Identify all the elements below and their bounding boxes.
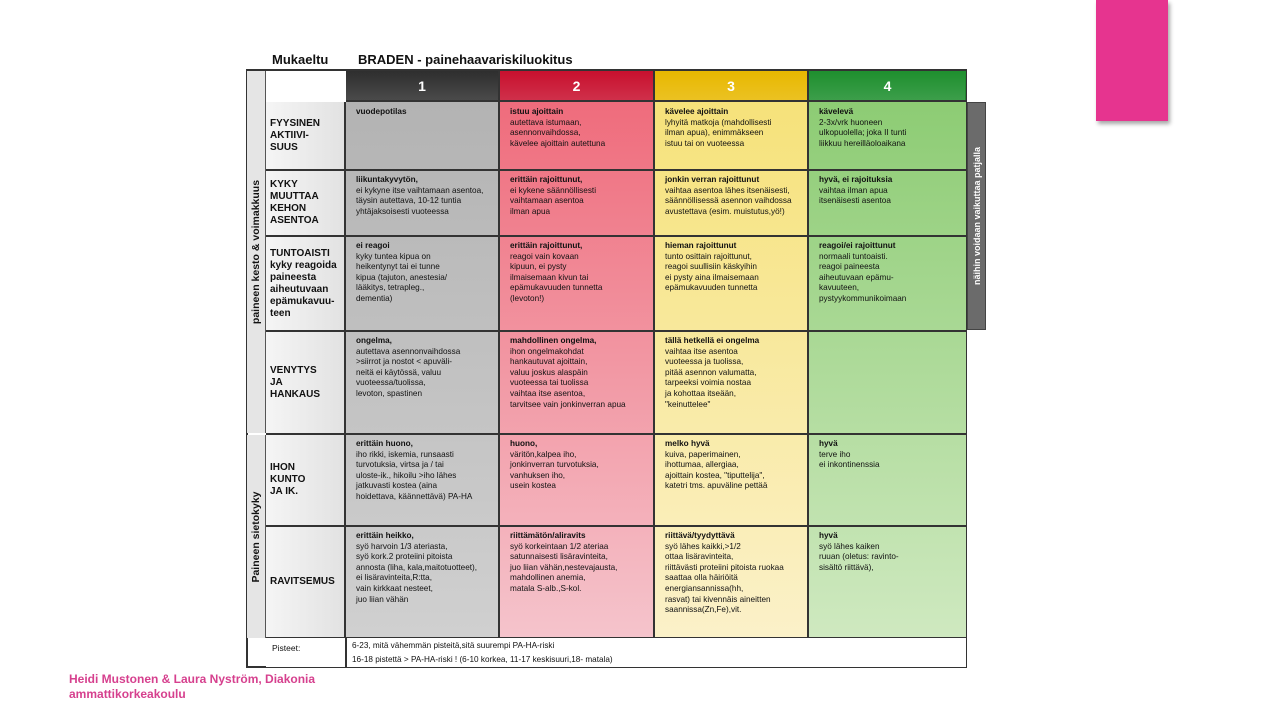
pisteet-line-2: 16-18 pistettä > PA-HA-riski ! (6-10 korkea, 11-17 keskisuuri,18- matala): [352, 655, 613, 664]
cell-body: autettava asennonvaihdossa >siirrot ja nostot < apuväli- neitä ei käytössä, valuu vuoteessa/tuolissa, levoton, spastinen: [356, 346, 461, 398]
cell-body: väritön,kalpea iho, jonkinverran turvotuksia, vanhuksen iho, usein kostea: [510, 449, 599, 491]
cell-row2-level4: [809, 170, 966, 236]
pisteet-label: Pisteet:: [272, 643, 301, 653]
cell-row3-level2: [500, 236, 655, 331]
cell-heading: kävelee ajoittain: [665, 107, 729, 116]
category-activity: FYYSINEN AKTIIVI- SUUS: [266, 102, 346, 170]
cell-body: ei kykyne itse vaihtamaan asentoa, täysin autettava, 10-12 tuntia yhtäjaksoisesti vuoteessa: [356, 185, 484, 216]
level-header-2: [500, 71, 655, 102]
cell-heading: huono,: [510, 439, 538, 448]
mattress-note-text: näihin voidaan vaikuttaa patjalla: [971, 146, 982, 286]
cell-row5-level1: [346, 434, 500, 526]
cell-heading: hyvä: [819, 439, 838, 448]
level-label: 4: [883, 77, 892, 94]
cell-row5-level2: [500, 434, 655, 526]
cell-body: vaihtaa asentoa lähes itsenäisesti, säännöllisessä asennon vaihdossa avustettava (esim. muistutus,yö!): [665, 185, 792, 216]
category-mobility: KYKY MUUTTAA KEHON ASENTOA: [266, 170, 346, 236]
category-skin: IHON KUNTO JA IK.: [266, 434, 346, 526]
cell-heading: erittäin rajoittunut,: [510, 241, 583, 250]
cell-heading: hieman rajoittunut: [665, 241, 737, 250]
cell-row2-level3: [655, 170, 809, 236]
cell-heading: reagoi/ei rajoittunut: [819, 241, 896, 250]
cell-row3-level1: [346, 236, 500, 331]
category-friction: VENYTYS JA HANKAUS: [266, 331, 346, 434]
side-label-text: Paineen sietokyky: [250, 490, 262, 583]
cell-row2-level1: [346, 170, 500, 236]
pisteet-divider: [345, 638, 347, 667]
mattress-note-box: [967, 102, 986, 330]
cell-heading: jonkin verran rajoittunut: [665, 175, 760, 184]
cell-heading: kävelevä: [819, 107, 854, 116]
side-label-pressure-tolerance: [247, 435, 266, 638]
cell-row3-level4: [809, 236, 966, 331]
cell-heading: erittäin huono,: [356, 439, 413, 448]
cell-row3-level3: [655, 236, 809, 331]
level-header-3: [655, 71, 809, 102]
cell-row1-level3: [655, 102, 809, 170]
cell-body: vaihtaa ilman apua itsenäisesti asentoa: [819, 185, 891, 206]
cell-heading: erittäin rajoittunut,: [510, 175, 583, 184]
cell-body: kyky tunteа kipua on heikentynyt tai ei tunne kipua (tajuton, anestesia/ lääkitys, tetrapleg., dementia): [356, 251, 448, 303]
header-modified-label: Mukaeltu: [272, 52, 329, 67]
accent-tab: [1096, 0, 1168, 121]
level-header-4: [809, 71, 966, 102]
cell-row6-level1: [346, 526, 500, 638]
level-header-1: [346, 71, 500, 102]
cell-row1-level2: [500, 102, 655, 170]
cell-heading: hyvä: [819, 531, 838, 540]
cell-heading: istuu ajoittain: [510, 107, 564, 116]
cell-heading: melko hyvä: [665, 439, 710, 448]
cell-body: 2-3x/vrk huoneen ulkopuolella; joka II tunti liikkuu hereilläoloaikana: [819, 117, 907, 148]
cell-row4-level2: [500, 331, 655, 434]
level-label: 3: [727, 77, 735, 94]
cell-row5-level3: [655, 434, 809, 526]
cell-heading: liikuntakyvytön,: [356, 175, 418, 184]
cell-body: ei kykene säännöllisesti vaihtamaan asentoa ilman apua: [510, 185, 597, 216]
cell-body: syö lähes kaiken ruuan (oletus: ravinto- sisältö riittävä),: [819, 541, 899, 572]
cell-body: lyhyitä matkoja (mahdollisesti ilman apua), enimmäkseen istuu tai on vuoteessa: [665, 117, 772, 148]
side-label-pressure-duration: [247, 71, 266, 433]
cell-heading: ei reagoi: [356, 241, 390, 250]
cell-heading: mahdollinen ongelma,: [510, 336, 597, 345]
category-sensory: TUNTOAISTI kyky reagoida paineesta aiheutuvaan epämukavuu- teen: [266, 236, 346, 331]
cell-row4-level4: [809, 331, 966, 434]
cell-row4-level1: [346, 331, 500, 434]
cell-body: terve iho ei inkontinenssia: [819, 449, 880, 470]
cell-body: ihon ongelmakohdat hankautuvat ajoittain, valuu joskus alaspäin vuoteessa tai tuolissa vaihtaa itse asentoa, tarvitsee vain jonkinverran apua: [510, 346, 626, 409]
cell-body: kuiva, paperimainen, ihottumaa, allergiaa, ajoittain kostea, "tiputtelija", katetri tms. apuväline pettää: [665, 449, 768, 491]
level-label: 1: [418, 77, 426, 94]
cell-row6-level3: [655, 526, 809, 638]
cell-row1-level1: [346, 102, 500, 170]
author-credit-line-2: ammattikorkeakoulu: [69, 687, 186, 701]
cell-row6-level2: [500, 526, 655, 638]
side-label-text: paineen kesto & voimakkuus: [250, 179, 262, 325]
cell-heading: vuodepotilas: [356, 107, 407, 116]
cell-body: tunto osittain rajoittunut, reagoi suullisiin käskyihin ei pysty aina ilmaisemaan epämukavuuden tunnetta: [665, 251, 759, 293]
cell-row2-level2: [500, 170, 655, 236]
cell-body: syö lähes kaikki,>1/2 ottaa lisäravinteita, riittävästi proteiini pitoista ruokaa saattaa olla häiriöitä energiansannissa(hh, rasvat) tai kivennäis aineitten saannissa(Zn,Fe),vit.: [665, 541, 784, 615]
cell-heading: tällä hetkellä ei ongelma: [665, 336, 760, 345]
cell-row5-level4: [809, 434, 966, 526]
author-credit-line-1: Heidi Mustonen & Laura Nyström, Diakonia: [69, 672, 316, 686]
table-title: BRADEN - painehaavariskiluokitus: [358, 52, 573, 67]
author-credit: [69, 672, 315, 702]
cell-row4-level3: [655, 331, 809, 434]
cell-body: reagoi vain kovaan kipuun, ei pysty ilmaisemaan kivun tai epämukavuuden tunnetta (levoton!): [510, 251, 603, 303]
cell-row6-level4: [809, 526, 966, 638]
cell-heading: riittävä/tyydyttävä: [665, 531, 735, 540]
category-nutrition: RAVITSEMUS: [266, 526, 346, 638]
cell-heading: ongelma,: [356, 336, 392, 345]
cell-row1-level4: [809, 102, 966, 170]
cell-body: iho rikki, iskemia, runsaasti turvotuksia, virtsa ja / tai uloste-ik., hikoilu >iho lähes jatkuvasti kostea (aina hoidettava, käännettävä) PA-HA: [356, 449, 473, 501]
cell-heading: erittäin heikko,: [356, 531, 414, 540]
cell-body: autettava istumaan, asennonvaihdossa, kävelee ajoittain autettuna: [510, 117, 606, 148]
cell-heading: hyvä, ei rajoituksia: [819, 175, 893, 184]
pisteet-line-1: 6-23, mitä vähemmän pisteitä,sitä suurempi PA-HA-riski: [352, 641, 555, 650]
cell-body: syö harvoin 1/3 ateriasta, syö kork.2 proteiini pitoista annosta (liha, kala,maitotuotteet), ei lisäravinteita,R:tta, vain kirkkaat nesteet, juo liian vähän: [356, 541, 478, 604]
level-label: 2: [572, 77, 581, 94]
cell-body: normaali tuntoaisti. reagoi paineesta aiheutuvaan epämu- kavuuteen, pystyykommunikoimaan: [819, 251, 907, 303]
cell-body: vaihtaa itse asentoa vuoteessa ja tuolissa, pitää asennon valumatta, tarpeeksi voimia nostaa ja kohottaa itseään, "keinuttelee": [665, 346, 757, 409]
cell-heading: riittämätön/aliravits: [510, 531, 586, 540]
cell-body: syö korkeintaan 1/2 ateriaa satunnaisesti lisäravinteita, juo liian vähän,nestevajausta, mahdollinen anemia, matala S-alb.,S-kol.: [510, 541, 618, 593]
